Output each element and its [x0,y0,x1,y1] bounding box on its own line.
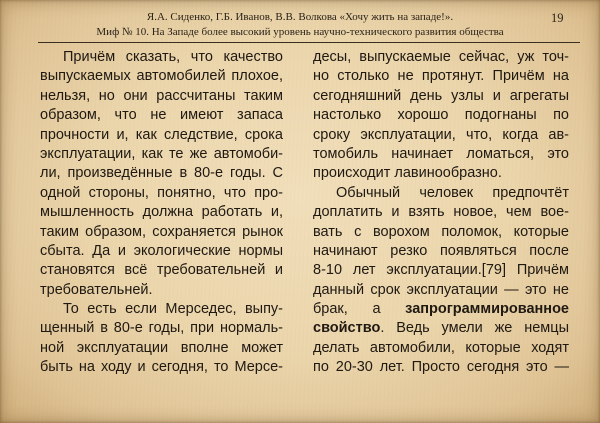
text-line: мышленность должна работать и, [40,204,283,221]
paragraph-last-line: требовательней. [40,281,153,298]
paragraph-first-line: То есть если Мерседес, выпу- [63,301,283,318]
text-line: образом, что не имеют запаса [40,107,283,124]
text-line: сегодняшний день узлы и агрегаты [313,87,569,104]
text-line: эксплуатации, как те же автомоби- [40,145,283,162]
text-line: одной стороны, понятно, что про- [40,184,283,201]
text-line: по 20-30 лет. Просто сегодня это — [313,359,569,376]
paragraph-first-line: Обычный человек предпочтёт [336,184,569,201]
text-line: становятся всё требовательней и [40,262,283,279]
text-line: томобиль начинает ломаться, это [313,145,569,162]
text-line: данный срок эксплуатации — это не [313,281,569,298]
text-line-with-emphasis [313,300,569,319]
header-authors-line: Я.А. Сиденко, Г.Б. Иванов, В.В. Волкова «Хочу жить на западе!». [146,11,454,23]
text-column-right [313,48,569,378]
text-line-with-emphasis [313,319,569,338]
paragraph-first-line: Причём сказать, что качество [63,49,283,65]
text-line: выпускаемых автомобилей плохое, [40,68,283,85]
page-number: 19 [551,11,564,25]
text-line: 8-10 лет эксплуатации.[79] Причём [313,262,569,279]
text-line: десы, выпускаемые сейчас, уж точ- [313,49,569,65]
bold-emphasis: свойство [313,320,381,337]
text-line: таким образом, сохраняется рынок [40,223,283,240]
running-header [0,10,600,40]
text-line: вать с ворохом поломок, которые [313,223,569,240]
plain-text: . Ведь умели же немцы [380,320,569,337]
text-line: прочности и, как следствие, срока [40,126,283,143]
text-line: ли, произведённые в 80-е годы. С [40,165,283,182]
text-line: начинают резко появляться после [313,242,569,259]
text-column-left [40,48,283,378]
text-line: нельзя, но они рассчитаны таким [40,87,283,104]
text-line: быть на ходу и сегодня, то Мерсе- [40,359,283,376]
text-line: делать автомобили, которые ходят [313,339,569,356]
text-line: сбыта. Да и экологические нормы [40,242,283,259]
text-line: ной эксплуатации вполне может [40,339,283,356]
text-line: настолько хорошо подогнаны по [313,107,569,124]
bold-emphasis: запрограммированное [405,301,569,318]
text-line: но столько не протянут. Причём на [313,68,569,85]
text-line: сроку эксплуатации, что, когда ав- [313,126,569,143]
text-line: доплатить и взять новое, чем вое- [313,204,569,221]
text-line: щенный в 80-е годы, при нормаль- [40,320,283,337]
header-chapter-line: Миф № 10. На Западе более высокий уровень научно-технического развития общества [96,26,504,38]
paragraph-last-line: происходит лавинообразно. [313,165,502,182]
plain-text: брак, а [313,301,406,318]
header-divider [38,42,580,43]
